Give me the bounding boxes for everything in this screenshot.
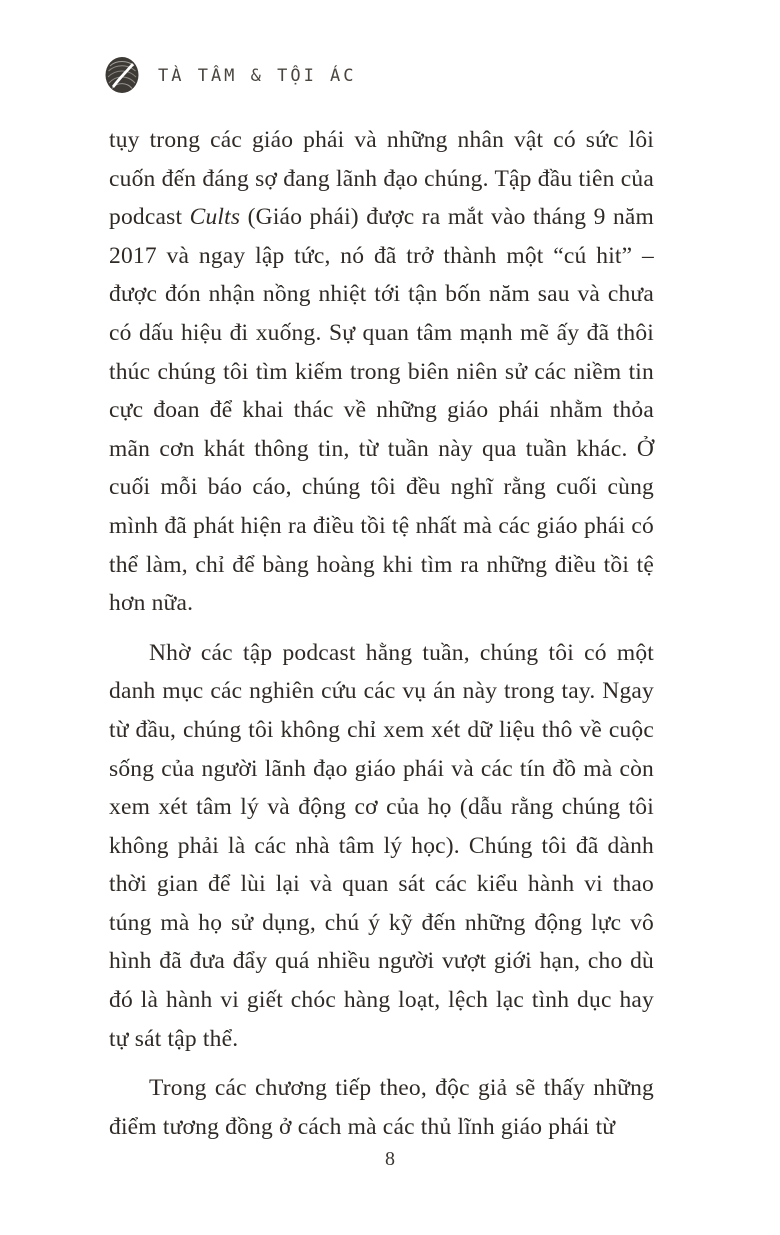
fingerprint-icon	[104, 56, 140, 94]
text-run: tụy trong các giáo phái và những nhân vật có sức lôi cuốn đến đáng sợ đang lãnh đạo chúng. Tập đầu tiên của podcast	[109, 127, 654, 231]
page-number: 8	[385, 1148, 395, 1170]
book-title: TÀ TÂM & TỘI ÁC	[158, 66, 357, 86]
paragraph	[109, 121, 654, 623]
body-text	[109, 121, 654, 1157]
page-header	[104, 56, 357, 94]
text-run: Nhờ các tập podcast hằng tuần, chúng tôi có một danh mục các nghiên cứu các vụ án này trong tay. Ngay từ đầu, chúng tôi không chỉ xem xét dữ liệu thô về cuộc sống của người lãnh đạo giáo phái và các tín đồ mà còn xem xét tâm lý và động cơ của họ (dẫu rằng chúng tôi không phải là các nhà tâm lý học). Chúng tôi đã dành thời gian để lùi lại và quan sát các kiểu hành vi thao túng mà họ sử dụng, chú ý kỹ đến những động lực vô hình đã đưa đẩy quá nhiều người vượt giới hạn, cho dù đó là hành vi giết chóc hàng loạt, lệch lạc tình dục hay tự sát tập thể.	[109, 639, 654, 1052]
text-run: (Giáo phái) được ra mắt vào tháng 9 năm 2017 và ngay lập tức, nó đã trở thành một “cú hit” – được đón nhận nồng nhiệt tới tận bốn năm sau và chưa có dấu hiệu đi xuống. Sự quan tâm mạnh mẽ ấy đã thôi thúc chúng tôi tìm kiếm trong biên niên sử các niềm tin cực đoan để khai thác về những giáo phái nhằm thỏa mãn cơn khát thông tin, từ tuần này qua tuần khác. Ở cuối mỗi báo cáo, chúng tôi đều nghĩ rằng cuối cùng mình đã phát hiện ra điều tồi tệ nhất mà các giáo phái có thể làm, chỉ để bàng hoàng khi tìm ra những điều tồi tệ hơn nữa.	[109, 204, 654, 617]
paragraph	[109, 634, 654, 1059]
italic-text-run: Cults	[189, 204, 241, 231]
page-footer	[0, 1148, 780, 1171]
text-run: Trong các chương tiếp theo, độc giả sẽ thấy những điểm tương đồng ở cách mà các thủ lĩnh giáo phái từ	[109, 1075, 654, 1140]
paragraph	[109, 1069, 654, 1146]
